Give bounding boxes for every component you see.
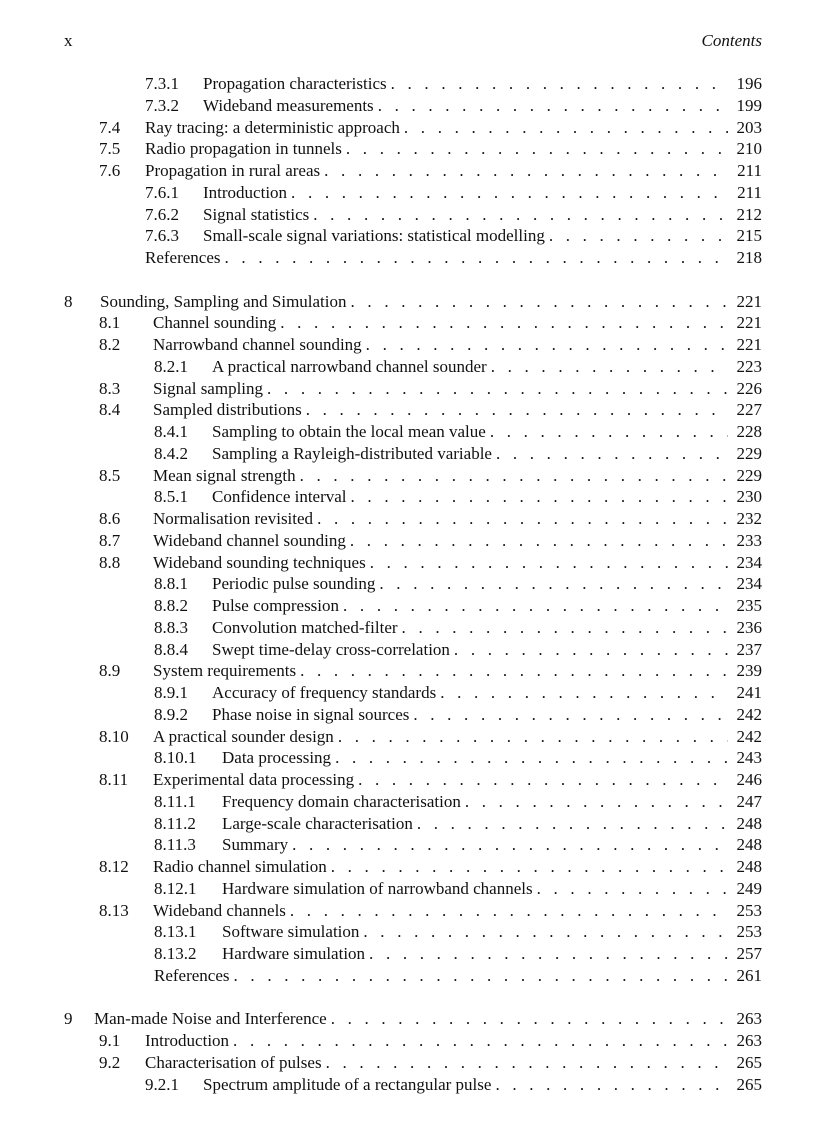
toc-entry[interactable] (145, 182, 762, 204)
dot-leader (296, 660, 728, 682)
toc-entry[interactable] (99, 1030, 762, 1052)
toc-entry-number: 8.13.1 (154, 922, 197, 942)
toc-entry-title: Radio propagation in tunnels (145, 139, 342, 159)
toc-entry-title: Small-scale signal variations: statistical modelling (203, 226, 545, 246)
toc-entry-title: Propagation in rural areas (145, 161, 321, 180)
dot-leader (387, 73, 728, 95)
toc-entry-number: 7.6 (99, 161, 121, 180)
toc-entry-page: 248 (736, 813, 762, 833)
toc-entry[interactable] (154, 834, 762, 856)
toc-entry-title: Signal statistics (203, 204, 310, 224)
dot-leader (302, 399, 728, 421)
toc-entry[interactable] (145, 204, 762, 226)
toc-entry-title: Swept time-delay cross-correlation (212, 639, 450, 659)
toc-entry-page: 243 (736, 748, 762, 768)
dot-leader (334, 726, 728, 748)
toc-entry[interactable] (154, 421, 762, 443)
toc-entry-title: Propagation characteristics (203, 74, 387, 93)
toc-entry-page: 211 (737, 182, 762, 202)
toc-entry-page: 234 (736, 574, 762, 594)
dot-leader (374, 95, 728, 117)
toc-entry-page: 234 (736, 552, 762, 572)
toc-entry-number: 8.8.1 (154, 574, 188, 594)
toc-entry-number: 8.9.2 (154, 704, 188, 724)
toc-entry-page: 227 (736, 400, 762, 420)
toc-entry-number: 8.1 (99, 313, 121, 333)
toc-entry-number: 9.2 (99, 1052, 121, 1072)
toc-entry-page: 248 (736, 835, 762, 855)
toc-entry-page: 221 (736, 291, 762, 311)
toc-entry[interactable] (99, 769, 762, 791)
toc-entry-title: Sounding, Sampling and Simulation (100, 291, 347, 311)
toc-entry-number: 8.10.1 (154, 748, 197, 768)
toc-entry-number: 7.5 (99, 139, 121, 159)
dot-leader (398, 617, 728, 639)
toc-entry-title: Channel sounding (153, 313, 277, 333)
toc-entry-number: 8.2 (99, 335, 121, 354)
toc-entry-page: 223 (736, 356, 762, 376)
toc-entry[interactable] (154, 878, 762, 900)
toc-entry[interactable] (99, 508, 762, 530)
dot-leader (313, 508, 728, 530)
toc-entry-title: Characterisation of pulses (145, 1052, 322, 1072)
toc-entry-number: 8.13.2 (154, 944, 197, 963)
toc-entry[interactable] (145, 247, 762, 269)
toc-entry-page: 196 (736, 74, 762, 93)
toc-entry[interactable] (154, 639, 762, 661)
toc-entry-title: Spectrum amplitude of a rectangular pulse (203, 1074, 492, 1094)
toc-entry-number: 8.9.1 (154, 683, 188, 702)
toc-entry-title: Summary (222, 835, 289, 855)
toc-entry-number: 8.12 (99, 857, 129, 876)
toc-entry[interactable] (99, 399, 762, 421)
toc-entry-title: Introduction (145, 1031, 230, 1050)
toc-entry[interactable] (154, 791, 762, 813)
toc-entry-page: 242 (736, 726, 762, 746)
dot-leader (296, 465, 728, 487)
toc-entry[interactable] (99, 660, 762, 682)
dot-leader (346, 530, 728, 552)
toc-entry-page: 241 (736, 683, 762, 702)
toc-entry[interactable] (145, 1074, 762, 1096)
dot-leader (545, 225, 728, 247)
dot-leader (331, 747, 728, 769)
toc-entry[interactable] (154, 443, 762, 465)
toc-entry-page: 242 (736, 704, 762, 724)
dot-leader (436, 682, 728, 704)
toc-entry-number: 8.7 (99, 530, 121, 550)
dot-leader (327, 856, 728, 878)
toc-entry-page: 239 (736, 661, 762, 681)
toc-entry-number: 8.8 (99, 552, 121, 572)
dot-leader (288, 834, 728, 856)
toc-entry[interactable] (154, 965, 762, 987)
toc-entry-title: A practical sounder design (153, 726, 334, 746)
toc-entry-page: 261 (736, 965, 762, 985)
toc-entry-page: 229 (736, 443, 762, 463)
dot-leader (339, 595, 728, 617)
toc-entry-title: Phase noise in signal sources (212, 704, 410, 724)
toc-entry-page: 235 (736, 596, 762, 615)
dot-leader (276, 312, 728, 334)
toc-entry-number: 8 (64, 291, 73, 311)
dot-leader (342, 138, 728, 160)
toc-entry[interactable] (154, 486, 762, 508)
toc-entry-title: Pulse compression (212, 596, 340, 615)
toc-entry-page: 263 (736, 1009, 762, 1029)
dot-leader (287, 182, 728, 204)
toc-entry-number: 7.6.2 (145, 204, 179, 224)
toc-entry[interactable] (145, 225, 762, 247)
toc-entry[interactable] (99, 900, 762, 922)
toc-entry-title: Signal sampling (153, 378, 264, 398)
toc-entry-page: 210 (736, 139, 762, 159)
toc-entry-page: 211 (737, 161, 762, 180)
toc-entry[interactable] (99, 312, 762, 334)
toc-entry[interactable] (154, 704, 762, 726)
toc-entry[interactable] (145, 73, 762, 95)
toc-entry-title: Convolution matched-filter (212, 617, 398, 637)
dot-leader (230, 965, 728, 987)
toc-entry-number: 7.3.2 (145, 95, 179, 115)
toc-entry-number: 8.11.1 (154, 791, 196, 811)
dot-leader (347, 291, 728, 313)
toc-entry[interactable] (154, 813, 762, 835)
dot-leader (461, 791, 728, 813)
toc-entry[interactable] (99, 117, 762, 139)
page-number: x (64, 31, 73, 50)
toc-entry-number: 8.10 (99, 726, 129, 746)
toc-entry-page: 236 (736, 617, 762, 637)
toc-entry-title: References (145, 248, 221, 267)
toc-entry-title: Introduction (203, 182, 288, 202)
toc-entry-page: 229 (736, 465, 762, 485)
toc-entry-title: Sampling a Rayleigh-distributed variable (212, 443, 492, 463)
toc-entry-page: 237 (736, 639, 762, 659)
toc-entry[interactable] (99, 378, 762, 400)
toc-entry[interactable] (154, 943, 762, 965)
toc-entry[interactable] (64, 1008, 762, 1030)
toc-entry-page: 233 (736, 530, 762, 550)
toc-entry-number: 7.3.1 (145, 74, 179, 93)
toc-entry-number: 9 (64, 1009, 73, 1029)
toc-entry[interactable] (99, 138, 762, 160)
dot-leader (491, 1074, 728, 1096)
toc-entry-page: 253 (736, 900, 762, 920)
toc-entry-title: Hardware simulation (222, 944, 366, 963)
toc-entry-title: Software simulation (222, 922, 360, 942)
dot-leader (229, 1030, 728, 1052)
toc-entry-page: 203 (736, 117, 762, 137)
toc-entry-title: Hardware simulation of narrowband channels (222, 878, 533, 898)
toc-entry-page: 230 (736, 487, 762, 507)
toc-entry-page: 221 (736, 335, 762, 354)
toc-entry-number: 8.4.1 (154, 422, 188, 441)
toc-entry[interactable] (154, 573, 762, 595)
dot-leader (347, 486, 728, 508)
dot-leader (221, 247, 728, 269)
toc-entry-title: Large-scale characterisation (222, 813, 413, 833)
dot-leader (365, 943, 728, 965)
toc-entry-title: Narrowband channel sounding (153, 335, 362, 354)
toc-entry[interactable] (154, 747, 762, 769)
toc-entry-number: 7.6.3 (145, 226, 179, 246)
toc-entry-title: Wideband measurements (203, 95, 374, 115)
toc-entry-page: 226 (736, 378, 762, 398)
toc-entry-number: 8.8.4 (154, 639, 188, 659)
toc-entry[interactable] (154, 617, 762, 639)
toc-entry-page: 253 (736, 922, 762, 942)
toc-entry-page: 249 (736, 878, 762, 898)
dot-leader (487, 356, 728, 378)
toc-entry-number: 8.4 (99, 400, 121, 420)
dot-leader (375, 573, 728, 595)
dot-leader (450, 639, 728, 661)
dot-leader (533, 878, 728, 900)
toc-entry-number: 9.1 (99, 1031, 121, 1050)
dot-leader (359, 921, 728, 943)
toc-entry-page: 257 (736, 944, 762, 963)
toc-entry-title: Mean signal strength (153, 465, 296, 485)
toc-entry-number: 8.5.1 (154, 487, 188, 507)
dot-leader (263, 378, 728, 400)
toc-entry-number: 8.4.2 (154, 443, 188, 463)
dot-leader (354, 769, 728, 791)
toc-entry-page: 248 (736, 857, 762, 876)
toc-entry-title: Man-made Noise and Interference (94, 1009, 327, 1029)
toc-entry-title: Sampling to obtain the local mean value (212, 422, 486, 441)
toc-entry-title: Wideband channels (153, 900, 286, 920)
dot-leader (492, 443, 728, 465)
toc-entry-number: 8.12.1 (154, 878, 197, 898)
toc-entry-number: 8.8.2 (154, 596, 188, 615)
toc-entry-title: Normalisation revisited (153, 509, 314, 528)
toc-entry-number: 8.3 (99, 378, 121, 398)
running-title: Contents (701, 31, 762, 50)
toc-entry-page: 246 (736, 770, 762, 789)
toc-entry[interactable] (99, 726, 762, 748)
toc-entry-number: 8.11 (99, 770, 129, 789)
toc-entry-page: 221 (736, 313, 762, 333)
toc-entry-page: 228 (736, 422, 762, 441)
toc-entry-page: 215 (736, 226, 762, 246)
toc-entry[interactable] (99, 465, 762, 487)
dot-leader (409, 704, 728, 726)
toc-entry-number: 9.2.1 (145, 1074, 179, 1094)
toc-entry-title: System requirements (153, 661, 297, 681)
toc-entry-page: 199 (736, 95, 762, 115)
toc-entry[interactable] (154, 595, 762, 617)
dot-leader (366, 552, 728, 574)
toc-entry[interactable] (99, 552, 762, 574)
toc-entry[interactable] (99, 334, 762, 356)
toc-entry[interactable] (99, 530, 762, 552)
toc-entry-page: 265 (736, 1052, 762, 1072)
toc-entry-number: 8.11.2 (154, 813, 196, 833)
toc-entry[interactable] (99, 160, 762, 182)
toc-entry-title: Sampled distributions (153, 400, 302, 420)
toc-entry-title: Frequency domain characterisation (222, 791, 461, 811)
toc-entry-title: Wideband channel sounding (153, 530, 346, 550)
toc-entry-number: 8.5 (99, 465, 121, 485)
toc-entry-title: Wideband sounding techniques (153, 552, 366, 572)
dot-leader (322, 1052, 728, 1074)
toc-entry-page: 232 (736, 509, 762, 528)
toc-entry-number: 7.6.1 (145, 182, 179, 202)
toc-entry-number: 8.8.3 (154, 617, 188, 637)
dot-leader (327, 1008, 728, 1030)
toc-entry-number: 8.11.3 (154, 835, 196, 855)
toc-entry-title: A practical narrowband channel sounder (212, 356, 487, 376)
toc-entry-page: 218 (736, 248, 762, 267)
toc-entry[interactable] (154, 921, 762, 943)
dot-leader (413, 813, 728, 835)
toc-entry-number: 8.2.1 (154, 356, 188, 376)
toc-entry-title: Confidence interval (212, 487, 347, 507)
toc-entry-page: 263 (736, 1031, 762, 1050)
toc-entry[interactable] (154, 356, 762, 378)
toc-entry-title: Periodic pulse sounding (212, 574, 376, 594)
toc-entry-title: Data processing (222, 748, 332, 768)
toc-entry-title: Experimental data processing (153, 770, 355, 789)
toc-entry[interactable] (99, 1052, 762, 1074)
toc-entry-page: 265 (736, 1074, 762, 1094)
toc-entry[interactable] (99, 856, 762, 878)
toc-entry-number: 8.9 (99, 661, 121, 681)
dot-leader (320, 160, 728, 182)
toc-entry-title: Ray tracing: a deterministic approach (145, 117, 400, 137)
dot-leader (362, 334, 728, 356)
dot-leader (286, 900, 728, 922)
toc-entry[interactable] (154, 682, 762, 704)
dot-leader (486, 421, 728, 443)
toc-entry-page: 247 (736, 791, 762, 811)
toc-entry-title: Accuracy of frequency standards (212, 683, 437, 702)
toc-entry-number: 8.13 (99, 900, 129, 920)
toc-entry[interactable] (64, 291, 762, 313)
toc-entry[interactable] (145, 95, 762, 117)
toc-entry-title: References (154, 965, 230, 985)
toc-entry-number: 8.6 (99, 509, 121, 528)
toc-entry-page: 212 (736, 204, 762, 224)
dot-leader (400, 117, 728, 139)
toc-entry-title: Radio channel simulation (153, 857, 327, 876)
dot-leader (309, 204, 728, 226)
toc-entry-number: 7.4 (99, 117, 121, 137)
